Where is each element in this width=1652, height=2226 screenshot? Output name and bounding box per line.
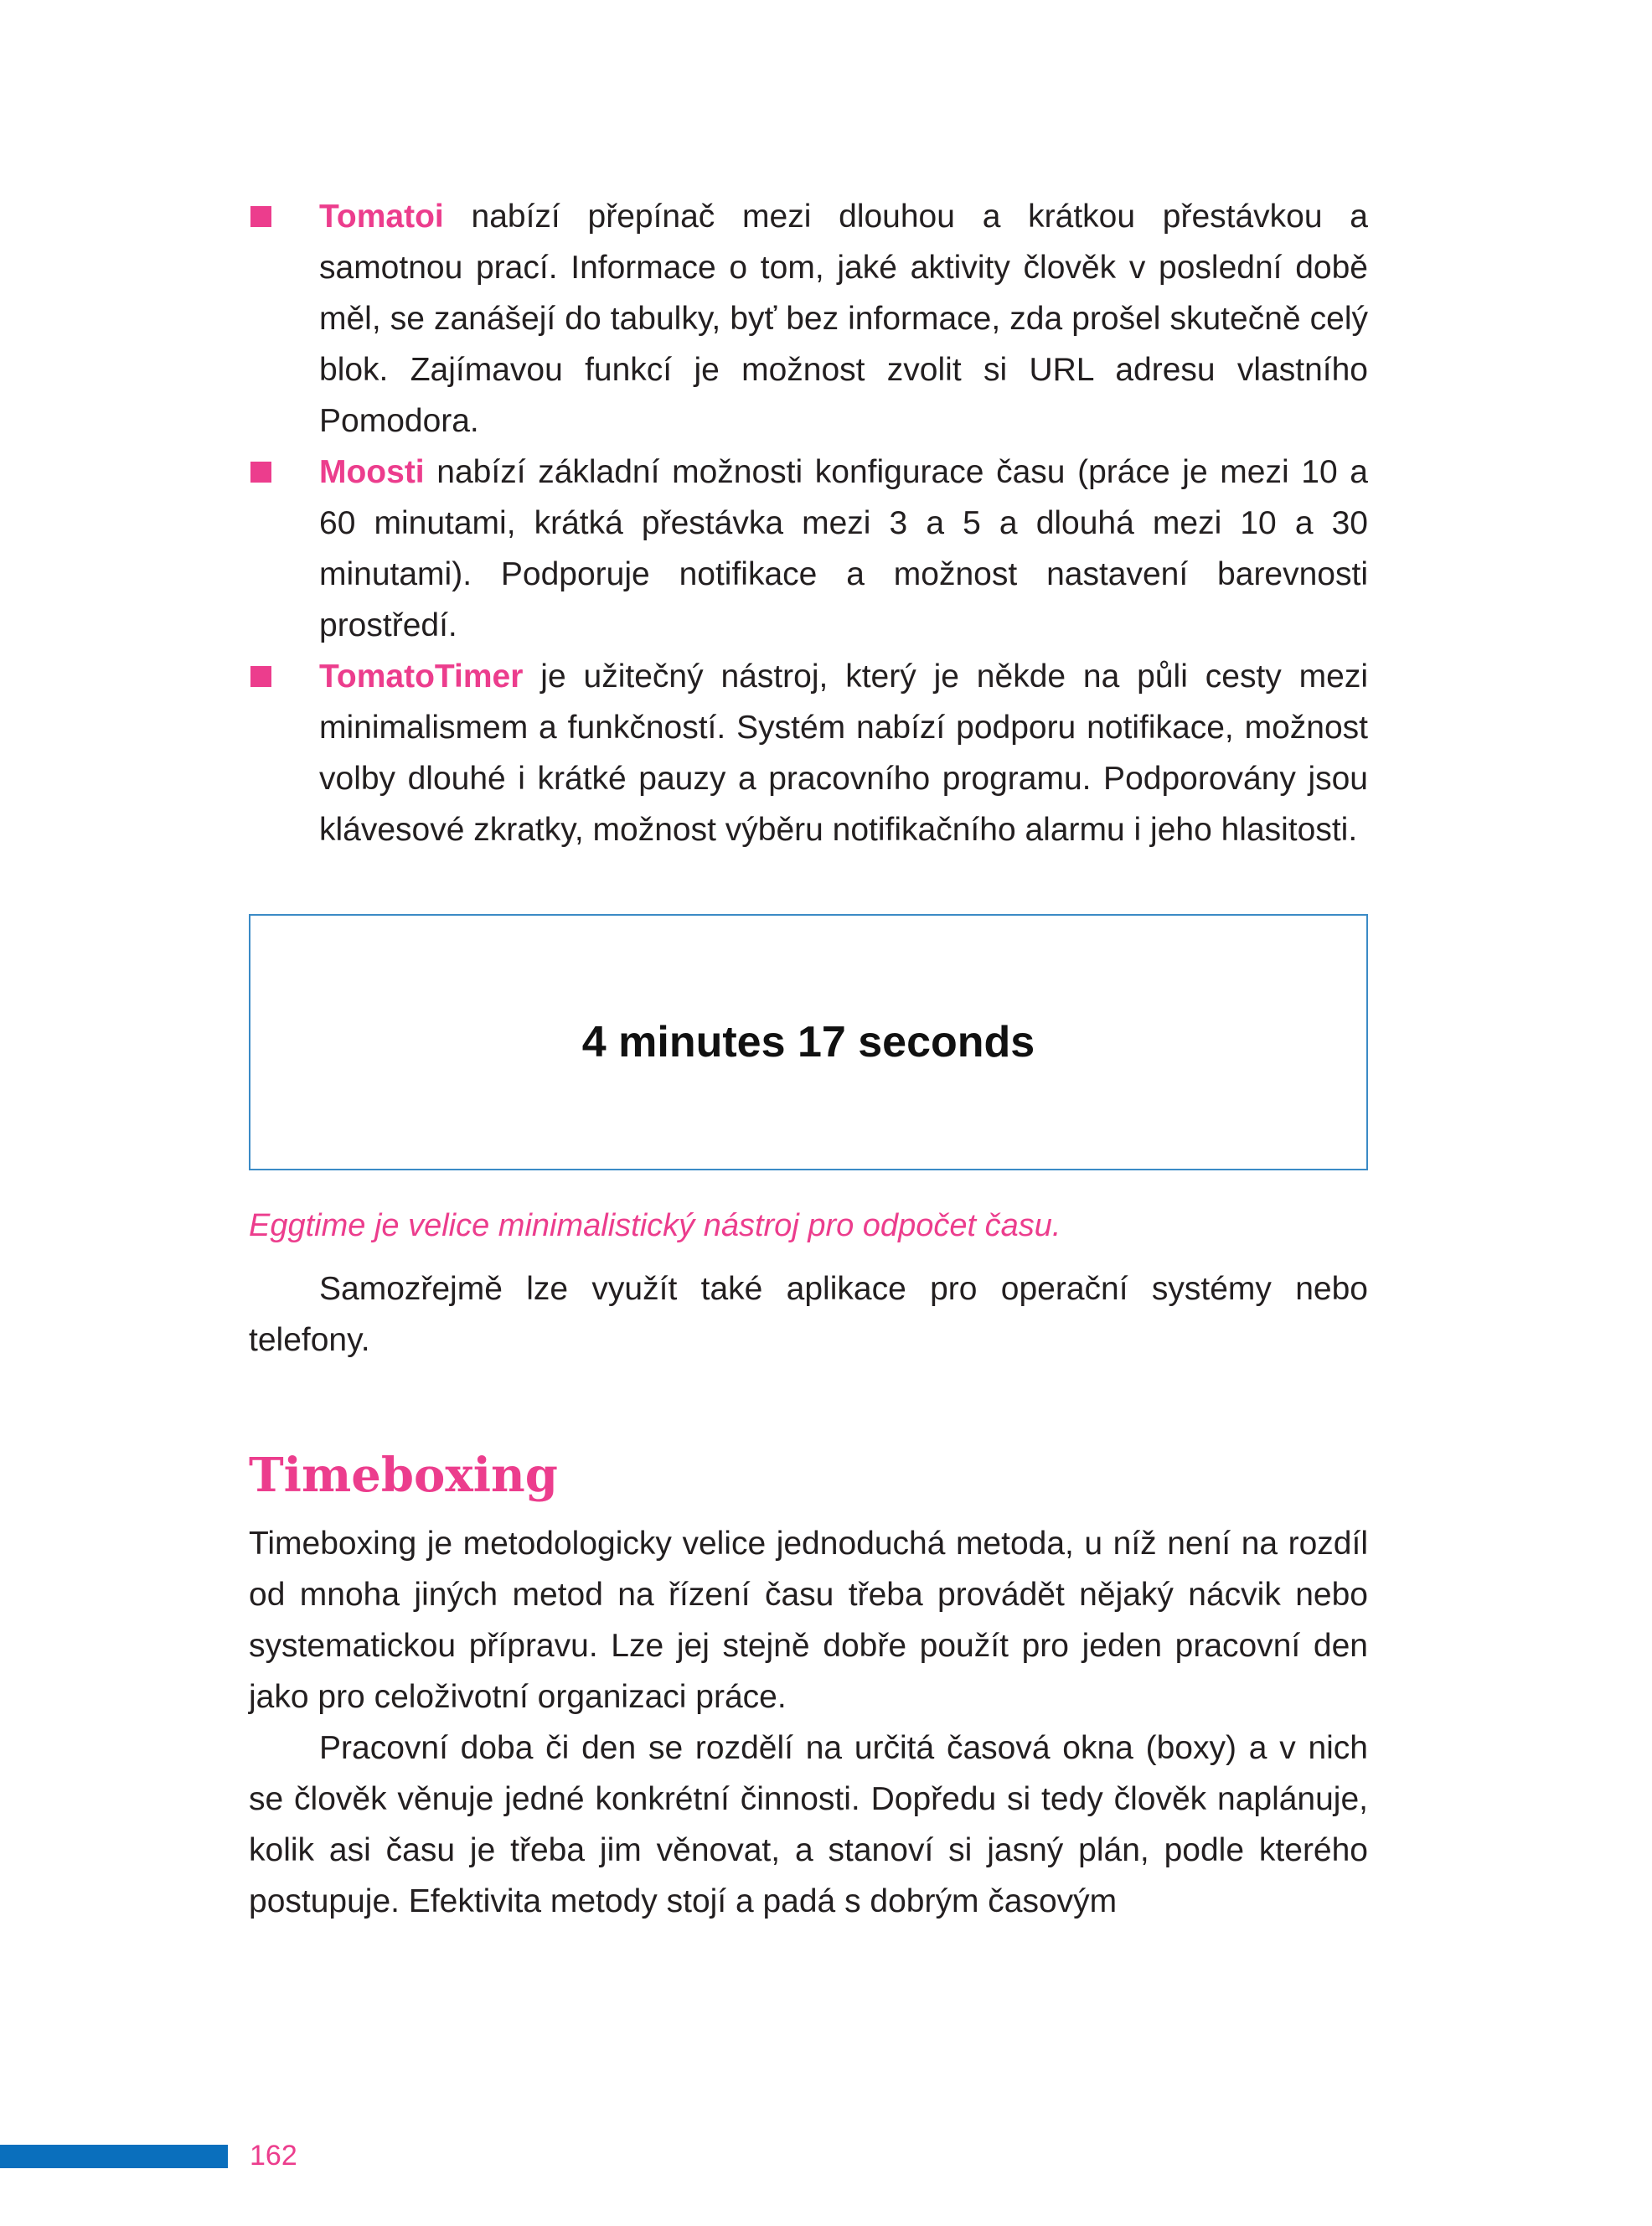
tool-description: nabízí přepínač mezi dlouhou a krátkou přestávkou a samotnou prací. Informace o tom, jaké aktivity člověk v poslední době měl, se zanášejí do tabulky, byť bez informace, zda prošel skutečně celý blok. Zajímavou funkcí je možnost zvolit si URL adresu vlastního Pomodora. <box>319 199 1368 439</box>
body-paragraph: Pracovní doba či den se rozdělí na určitá časová okna (boxy) a v nich se člověk věnuje jedné konkrétní činnosti. Dopředu si tedy člověk naplánuje, kolik asi času je třeba jim věnovat, a stanoví si jasný plán, podle kterého postupuje. Efektivita metody stojí a padá s dobrým časovým <box>249 1730 1368 1919</box>
body-paragraph: Timeboxing je metodologicky velice jednoduchá metoda, u níž není na rozdíl od mnoha jiných metod na řízení času třeba provádět nějaký nácvik nebo systematickou přípravu. Lze jej stejně dobře použít pro jeden pracovní den jako pro celoživotní organizaci práce. <box>249 1526 1368 1715</box>
tool-description: je užitečný nástroj, který je někde na půli cesty mezi minimalismem a funkčností. Systém nabízí podporu notifikace, možnost volby dlouhé i krátké pauzy a pracovního programu. Podporovány jsou klávesové zkratky, možnost výběru notifikačního alarmu i jeho hlasitosti. <box>319 659 1368 848</box>
tool-list <box>249 191 1368 855</box>
tool-name: Moosti <box>319 454 425 490</box>
list-item <box>249 191 1368 447</box>
tool-name: Tomatoi <box>319 199 444 235</box>
body-paragraph: Samozřejmě lze využít také aplikace pro operační systémy nebo telefony. <box>249 1271 1368 1358</box>
section-heading: Timeboxing <box>249 1448 558 1503</box>
tool-description: nabízí základní možnosti konfigurace času (práce je mezi 10 a 60 minutami, krátká přestávka mezi 3 a 5 a dlouhá mezi 10 a 30 minutami). Podporuje notifikace a možnost nastavení barevnosti prostředí. <box>319 454 1368 643</box>
square-bullet-icon <box>250 206 271 227</box>
timer-readout: 4 minutes 17 seconds <box>581 1018 1035 1067</box>
page-content <box>249 191 1368 1927</box>
footer-bar <box>0 2145 228 2168</box>
square-bullet-icon <box>250 666 271 687</box>
page-number: 162 <box>250 2140 297 2172</box>
list-item <box>249 447 1368 651</box>
list-item <box>249 651 1368 855</box>
square-bullet-icon <box>250 462 271 483</box>
eggtime-screenshot <box>249 914 1368 1170</box>
figure-caption: Eggtime je velice minimalistický nástroj pro odpočet času. <box>249 1208 1061 1243</box>
tool-name: TomatoTimer <box>319 659 524 695</box>
